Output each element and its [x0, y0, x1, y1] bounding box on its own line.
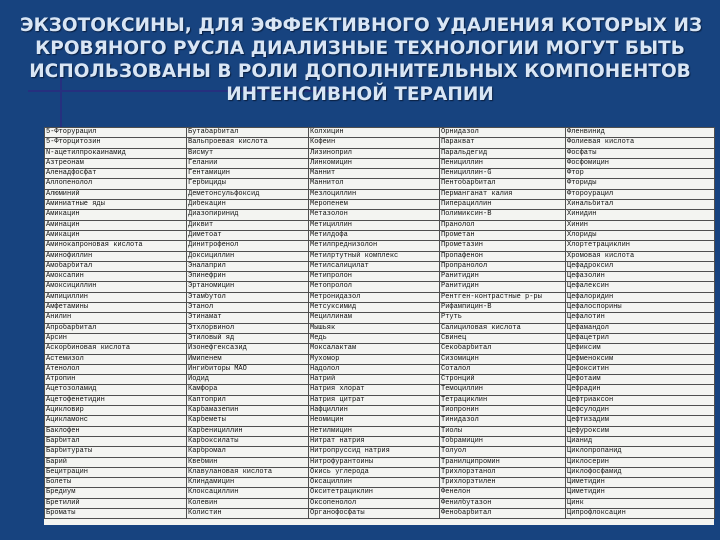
table-cell: Диазопиринид [187, 210, 309, 220]
table-cell: Камфора [187, 385, 309, 395]
table-cell: Этамбутол [187, 292, 309, 302]
table-cell: Мезлоциллин [309, 189, 440, 199]
table-cell: Цинк [566, 498, 715, 508]
table-row [45, 385, 715, 395]
table-cell: Эналаприл [187, 261, 309, 271]
table-cell: Пропранолол [440, 261, 566, 271]
table-cell: Карбенициллин [187, 426, 309, 436]
table-cell: Мухомор [309, 354, 440, 364]
table-cell: Амоксапин [45, 272, 187, 282]
table-cell: Окись углерода [309, 467, 440, 477]
table-cell: Темоциллин [440, 385, 566, 395]
table-cell: Аминофиллин [45, 251, 187, 261]
table-cell: Амикацин [45, 230, 187, 240]
table-cell: Прометан [440, 230, 566, 240]
table-cell: Паракват [440, 138, 566, 148]
table-cell: Метазолон [309, 210, 440, 220]
table-row [45, 272, 715, 282]
table-row [45, 158, 715, 168]
table-cell: Этхлорвинол [187, 323, 309, 333]
table-cell: Динитрофенол [187, 241, 309, 251]
table-row [45, 426, 715, 436]
table-cell: Цефтизадим [566, 416, 715, 426]
table-cell: Сизомицин [440, 354, 566, 364]
table-cell: Карбромал [187, 447, 309, 457]
table-row [45, 169, 715, 179]
table-cell: Фтороурацил [566, 189, 715, 199]
table-cell: Аминацин [45, 220, 187, 230]
table-cell: Надолол [309, 364, 440, 374]
slide-title [20, 14, 703, 106]
table-row [45, 148, 715, 158]
table-row [45, 364, 715, 374]
table-cell: Стронций [440, 375, 566, 385]
table-row [45, 333, 715, 343]
table-cell: Амобарбитал [45, 261, 187, 271]
table-cell: Органофосфаты [309, 508, 440, 518]
table-cell: Маннит [309, 169, 440, 179]
table-cell: Ацетофенетидин [45, 395, 187, 405]
table-row [45, 344, 715, 354]
table-cell: Циметидин [566, 488, 715, 498]
table-cell: Клиндамицин [187, 478, 309, 488]
table-cell: Толуол [440, 447, 566, 457]
table-cell: Цефадроксил [566, 261, 715, 271]
table-cell: Ципрофлоксацин [566, 508, 715, 518]
table-cell: Вальпроевая кислота [187, 138, 309, 148]
table-cell: Соталол [440, 364, 566, 374]
table-cell: Метипролон [309, 272, 440, 282]
table-row [45, 395, 715, 405]
table-cell: Нетилмицин [309, 426, 440, 436]
table-cell: Пенициллин [440, 158, 566, 168]
table-cell: Доксициллин [187, 251, 309, 261]
table-row [45, 138, 715, 148]
table-row [45, 508, 715, 518]
table-cell: Апробарбитал [45, 323, 187, 333]
table-cell: Цефменоксим [566, 354, 715, 364]
title-line-3: ИСПОЛЬЗОВАНЫ В РОЛИ ДОПОЛНИТЕЛЬНЫХ КОМПОНЕНТОВ [29, 61, 691, 82]
table-cell: Фенобарбитал [440, 508, 566, 518]
table-cell: Цефалексин [566, 282, 715, 292]
table-cell: Метилпреднизолон [309, 241, 440, 251]
table-cell: Цефрадин [566, 385, 715, 395]
table-cell: Этиловый яд [187, 333, 309, 343]
table-cell: Пранолол [440, 220, 566, 230]
table-cell: Деметонсульфоксид [187, 189, 309, 199]
table-cell: Барбитал [45, 436, 187, 446]
table-cell: Бредиум [45, 488, 187, 498]
table-cell: Свинец [440, 333, 566, 343]
table-cell: Натрия цитрат [309, 395, 440, 405]
title-line-4: ИНТЕНСИВНОЙ ТЕРАПИИ [226, 84, 494, 105]
exotoxins-table-body [45, 128, 715, 519]
table-row [45, 416, 715, 426]
table-cell: Орнидазол [440, 128, 566, 138]
table-cell: Циметидин [566, 478, 715, 488]
table-cell: Фтор [566, 169, 715, 179]
table-cell: Фосфаты [566, 148, 715, 158]
table-cell: Транилципромин [440, 457, 566, 467]
table-cell: Бретилий [45, 498, 187, 508]
table-cell: Цефалоспорины [566, 303, 715, 313]
table-cell: Мециллинам [309, 313, 440, 323]
table-cell: Дибекацин [187, 200, 309, 210]
table-cell: Цефтриаксон [566, 395, 715, 405]
table-row [45, 447, 715, 457]
table-cell: 5-Фторурацил [45, 128, 187, 138]
table-cell: Натрий [309, 375, 440, 385]
table-cell: Колевин [187, 498, 309, 508]
table-cell: Цефацетрил [566, 333, 715, 343]
table-cell: Метопролол [309, 282, 440, 292]
table-row [45, 282, 715, 292]
table-row [45, 478, 715, 488]
table-cell: Ацетозоламид [45, 385, 187, 395]
table-cell: Пентобарбитал [440, 179, 566, 189]
table-cell: Этинамат [187, 313, 309, 323]
table-cell: Пенициллин-G [440, 169, 566, 179]
table-cell: Оксациллин [309, 478, 440, 488]
table-cell: Медь [309, 333, 440, 343]
table-cell: Болеты [45, 478, 187, 488]
table-cell: Ртуть [440, 313, 566, 323]
table-cell: Ацикламонс [45, 416, 187, 426]
table-cell: Цефокситин [566, 364, 715, 374]
table-cell: Нитрат натрия [309, 436, 440, 446]
table-cell: Амфетамины [45, 303, 187, 313]
table-cell: Тобрамицин [440, 436, 566, 446]
table-cell: Хлортетрациклин [566, 241, 715, 251]
table-cell: Хинидин [566, 210, 715, 220]
table-cell: Ингибиторы МАО [187, 364, 309, 374]
table-cell: Моксалактам [309, 344, 440, 354]
table-cell: Хинальбитал [566, 200, 715, 210]
table-cell: Цефсулодин [566, 406, 715, 416]
table-cell: Пиперациллин [440, 200, 566, 210]
table-cell: Фенилбутазон [440, 498, 566, 508]
table-row [45, 375, 715, 385]
table-cell: Мышьяк [309, 323, 440, 333]
table-cell: Аминокапроновая кислота [45, 241, 187, 251]
table-cell: Тиопронин [440, 406, 566, 416]
table-cell: Натрия хлорат [309, 385, 440, 395]
table-cell: Висмут [187, 148, 309, 158]
table-cell: Кофеин [309, 138, 440, 148]
table-cell: Пропафенон [440, 251, 566, 261]
table-cell: Цефазолин [566, 272, 715, 282]
table-cell: Тиолы [440, 426, 566, 436]
table-cell: Карбоксилаты [187, 436, 309, 446]
table-cell: Трихлорэтанол [440, 467, 566, 477]
table-cell: Меропенем [309, 200, 440, 210]
table-row [45, 457, 715, 467]
table-row [45, 251, 715, 261]
table-cell: Ранитидин [440, 282, 566, 292]
table-cell: Атропин [45, 375, 187, 385]
table-cell: Оксопенолол [309, 498, 440, 508]
table-cell: Маннитол [309, 179, 440, 189]
title-line-2: КРОВЯНОГО РУСЛА ДИАЛИЗНЫЕ ТЕХНОЛОГИИ МОГУТ БЫТЬ [35, 38, 685, 59]
table-cell: Азтреонам [45, 158, 187, 168]
table-cell: Ампициллин [45, 292, 187, 302]
table-cell: Рифампицин-В [440, 303, 566, 313]
table-cell: Метилртутный комплекс [309, 251, 440, 261]
table-cell: Гелании [187, 158, 309, 168]
table-row [45, 303, 715, 313]
table-row [45, 128, 715, 138]
table-cell: Фториды [566, 179, 715, 189]
table-cell: Циклопропанид [566, 447, 715, 457]
table-row [45, 220, 715, 230]
table-row [45, 292, 715, 302]
table-cell: Хинин [566, 220, 715, 230]
table-row [45, 488, 715, 498]
table-cell: Амикацин [45, 210, 187, 220]
table-cell: Фленвинид [566, 128, 715, 138]
table-cell: Трихлорэтилен [440, 478, 566, 488]
table-cell: Нафциллин [309, 406, 440, 416]
table-row [45, 200, 715, 210]
table-row [45, 179, 715, 189]
table-cell: Эртаномицин [187, 282, 309, 292]
table-cell: Этанол [187, 303, 309, 313]
table-cell: Цианид [566, 436, 715, 446]
table-cell: Арсин [45, 333, 187, 343]
table-cell: Метициллин [309, 220, 440, 230]
table-cell: Метилсалицилат [309, 261, 440, 271]
table-cell: Барий [45, 457, 187, 467]
table-cell: Циклофосфамид [566, 467, 715, 477]
table-cell: Аллопенолол [45, 179, 187, 189]
table-cell: Анилин [45, 313, 187, 323]
table-cell: Каптоприл [187, 395, 309, 405]
table-cell: Лизиноприл [309, 148, 440, 158]
table-cell: Квебмин [187, 457, 309, 467]
table-cell: Цефалотин [566, 313, 715, 323]
table-cell: Колистин [187, 508, 309, 518]
table-cell: Салициловая кислота [440, 323, 566, 333]
table-cell: Эпинефрин [187, 272, 309, 282]
table-row [45, 498, 715, 508]
table-row [45, 323, 715, 333]
table-cell: Нитрофурантоины [309, 457, 440, 467]
table-row [45, 406, 715, 416]
exotoxins-table-container [44, 127, 714, 525]
table-cell: Паральдегид [440, 148, 566, 158]
table-cell: Бецитрацин [45, 467, 187, 477]
table-cell: Имипенем [187, 354, 309, 364]
table-row [45, 467, 715, 477]
table-cell: Неомицин [309, 416, 440, 426]
table-cell: Бутабарбитал [187, 128, 309, 138]
table-cell: Цефалоридин [566, 292, 715, 302]
table-cell: Секобарбитал [440, 344, 566, 354]
table-cell: Гентамицин [187, 169, 309, 179]
table-cell: Прометазин [440, 241, 566, 251]
table-cell: Аскорбиновая кислота [45, 344, 187, 354]
table-cell: Амоксициллин [45, 282, 187, 292]
table-cell: Окситетрациклин [309, 488, 440, 498]
table-cell: Полимиксин-В [440, 210, 566, 220]
table-cell: Хромовая кислота [566, 251, 715, 261]
table-cell: Цефиксим [566, 344, 715, 354]
table-cell: Карбамазепин [187, 406, 309, 416]
table-cell: Цефуроксим [566, 426, 715, 436]
table-cell: Хлориды [566, 230, 715, 240]
table-cell: Клоксациллин [187, 488, 309, 498]
table-row [45, 313, 715, 323]
table-cell: Диквит [187, 220, 309, 230]
table-row [45, 189, 715, 199]
table-cell: Ранитидин [440, 272, 566, 282]
table-cell: Изонефгексазид [187, 344, 309, 354]
table-cell: Фолиевая кислота [566, 138, 715, 148]
table-cell: Атенолол [45, 364, 187, 374]
table-cell: Алюминий [45, 189, 187, 199]
table-cell: Ацикловир [45, 406, 187, 416]
table-cell: N-ацетилпрокаинамид [45, 148, 187, 158]
table-cell: Броматы [45, 508, 187, 518]
table-cell: Баклофен [45, 426, 187, 436]
table-cell: 5-Фторцитозин [45, 138, 187, 148]
table-cell: Метронидазол [309, 292, 440, 302]
table-cell: Цефотаим [566, 375, 715, 385]
table-row [45, 354, 715, 364]
table-cell: Фосфомицин [566, 158, 715, 168]
table-cell: Тетрациклин [440, 395, 566, 405]
table-row [45, 210, 715, 220]
table-cell: Нитропруссид натрия [309, 447, 440, 457]
table-cell: Астемизол [45, 354, 187, 364]
table-cell: Тинидазол [440, 416, 566, 426]
table-cell: Барбитураты [45, 447, 187, 457]
table-row [45, 261, 715, 271]
table-cell: Цефамандол [566, 323, 715, 333]
table-cell: Перманганат калия [440, 189, 566, 199]
table-cell: Аминиатные яды [45, 200, 187, 210]
table-cell: Линкомицин [309, 158, 440, 168]
table-cell: Йодид [187, 375, 309, 385]
table-cell: Метсуксимид [309, 303, 440, 313]
table-row [45, 241, 715, 251]
table-cell: Гербициды [187, 179, 309, 189]
exotoxins-table [44, 127, 715, 519]
table-cell: Метилдофа [309, 230, 440, 240]
table-row [45, 436, 715, 446]
table-cell: Фенелон [440, 488, 566, 498]
table-cell: Карбеметы [187, 416, 309, 426]
title-line-1: ЭКЗОТОКСИНЫ, ДЛЯ ЭФФЕКТИВНОГО УДАЛЕНИЯ КОТОРЫХ ИЗ [20, 15, 703, 36]
table-cell: Колхицин [309, 128, 440, 138]
table-cell: Клавулановая кислота [187, 467, 309, 477]
table-cell: Циклосерин [566, 457, 715, 467]
table-cell: Рентген-контрастные р-ры [440, 292, 566, 302]
table-cell: Диметоат [187, 230, 309, 240]
table-cell: Аленадфосфат [45, 169, 187, 179]
table-row [45, 230, 715, 240]
